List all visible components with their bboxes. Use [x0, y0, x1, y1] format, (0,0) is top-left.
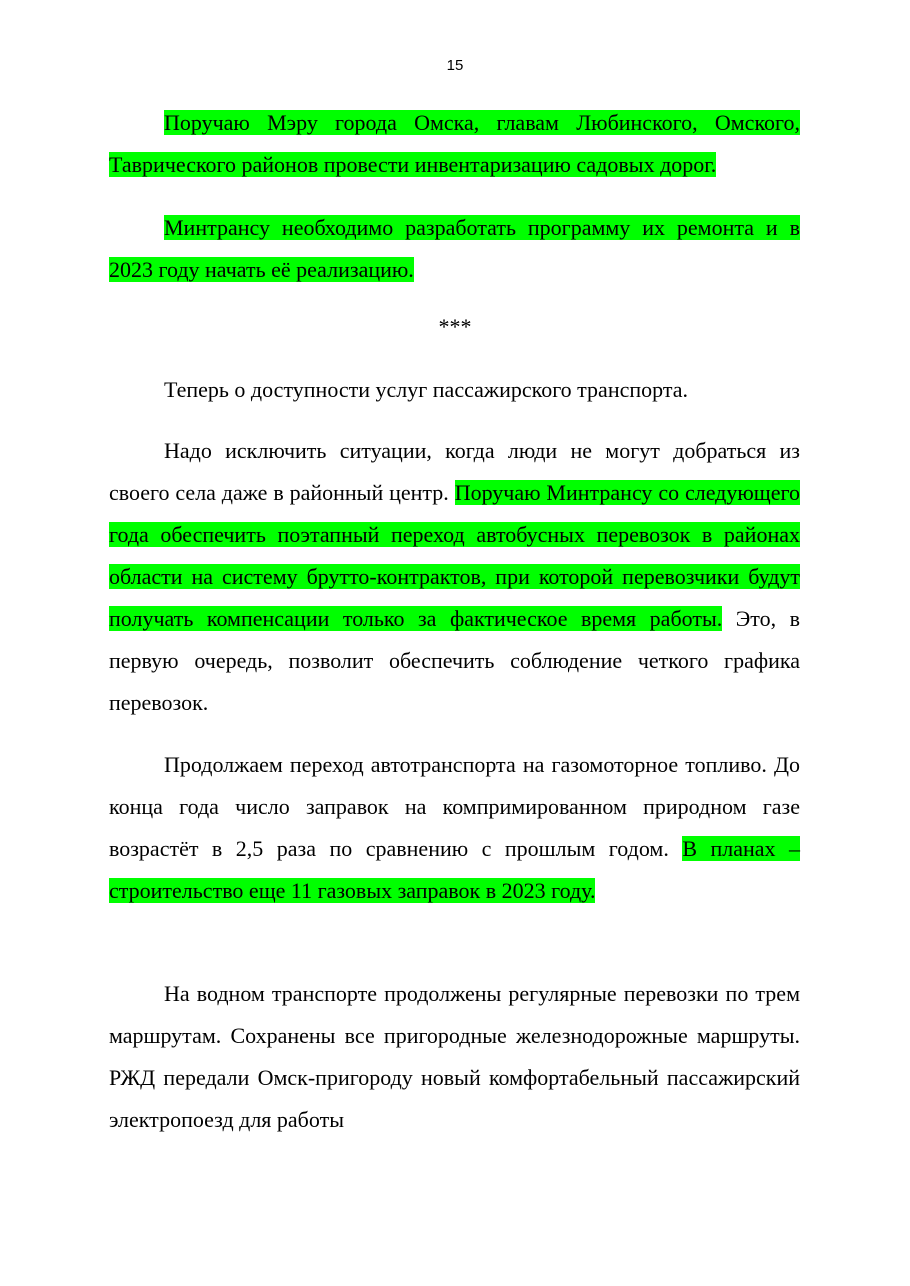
- page-number: 15: [446, 57, 464, 74]
- paragraph-water-rail: [109, 973, 800, 1141]
- highlighted-text: Поручаю Минтрансу со следующего года обеспечить поэтапный переход автобусных перевозок в районах области на систему брутто-контрактов, при которой перевозчики будут получать компенсации только за фактическое время работы.: [109, 480, 800, 631]
- paragraph-text: На водном транспорте продолжены регулярные перевозки по трем маршрутам. Сохранены все пригородные железнодорожные маршруты. РЖД передали Омск-пригороду новый комфортабельный пассажирский электропоезд для работы: [109, 981, 800, 1132]
- paragraph-text: Продолжаем переход автотранспорта на газомоторное топливо. До конца года число заправок на компримированном природном газе возрастёт в 2,5 раза по сравнению с прошлым годом.: [109, 752, 800, 861]
- paragraph-text: Надо исключить ситуации, когда люди не могут добраться из своего села даже в районный центр.: [109, 438, 800, 505]
- paragraph-gas-fuel: [109, 744, 800, 912]
- section-separator: ***: [438, 314, 472, 339]
- paragraph-repair-program: [109, 207, 800, 291]
- highlighted-text: Минтрансу необходимо разработать программу их ремонта и в 2023 году начать её реализацию.: [109, 215, 800, 282]
- paragraph-inventory: [109, 102, 800, 186]
- paragraph-passenger-transport: [109, 369, 800, 411]
- paragraph-text: Это, в первую очередь, позволит обеспечить соблюдение четкого графика перевозок.: [109, 606, 800, 715]
- paragraph-text: Теперь о доступности услуг пассажирского транспорта.: [164, 377, 688, 402]
- paragraph-bus-contracts: [109, 430, 800, 724]
- highlighted-text: Поручаю Мэру города Омска, главам Любинского, Омского, Таврического районов провести инвентаризацию садовых дорог.: [109, 110, 800, 177]
- highlighted-text: В планах – строительство еще 11 газовых заправок в 2023 году.: [109, 836, 801, 903]
